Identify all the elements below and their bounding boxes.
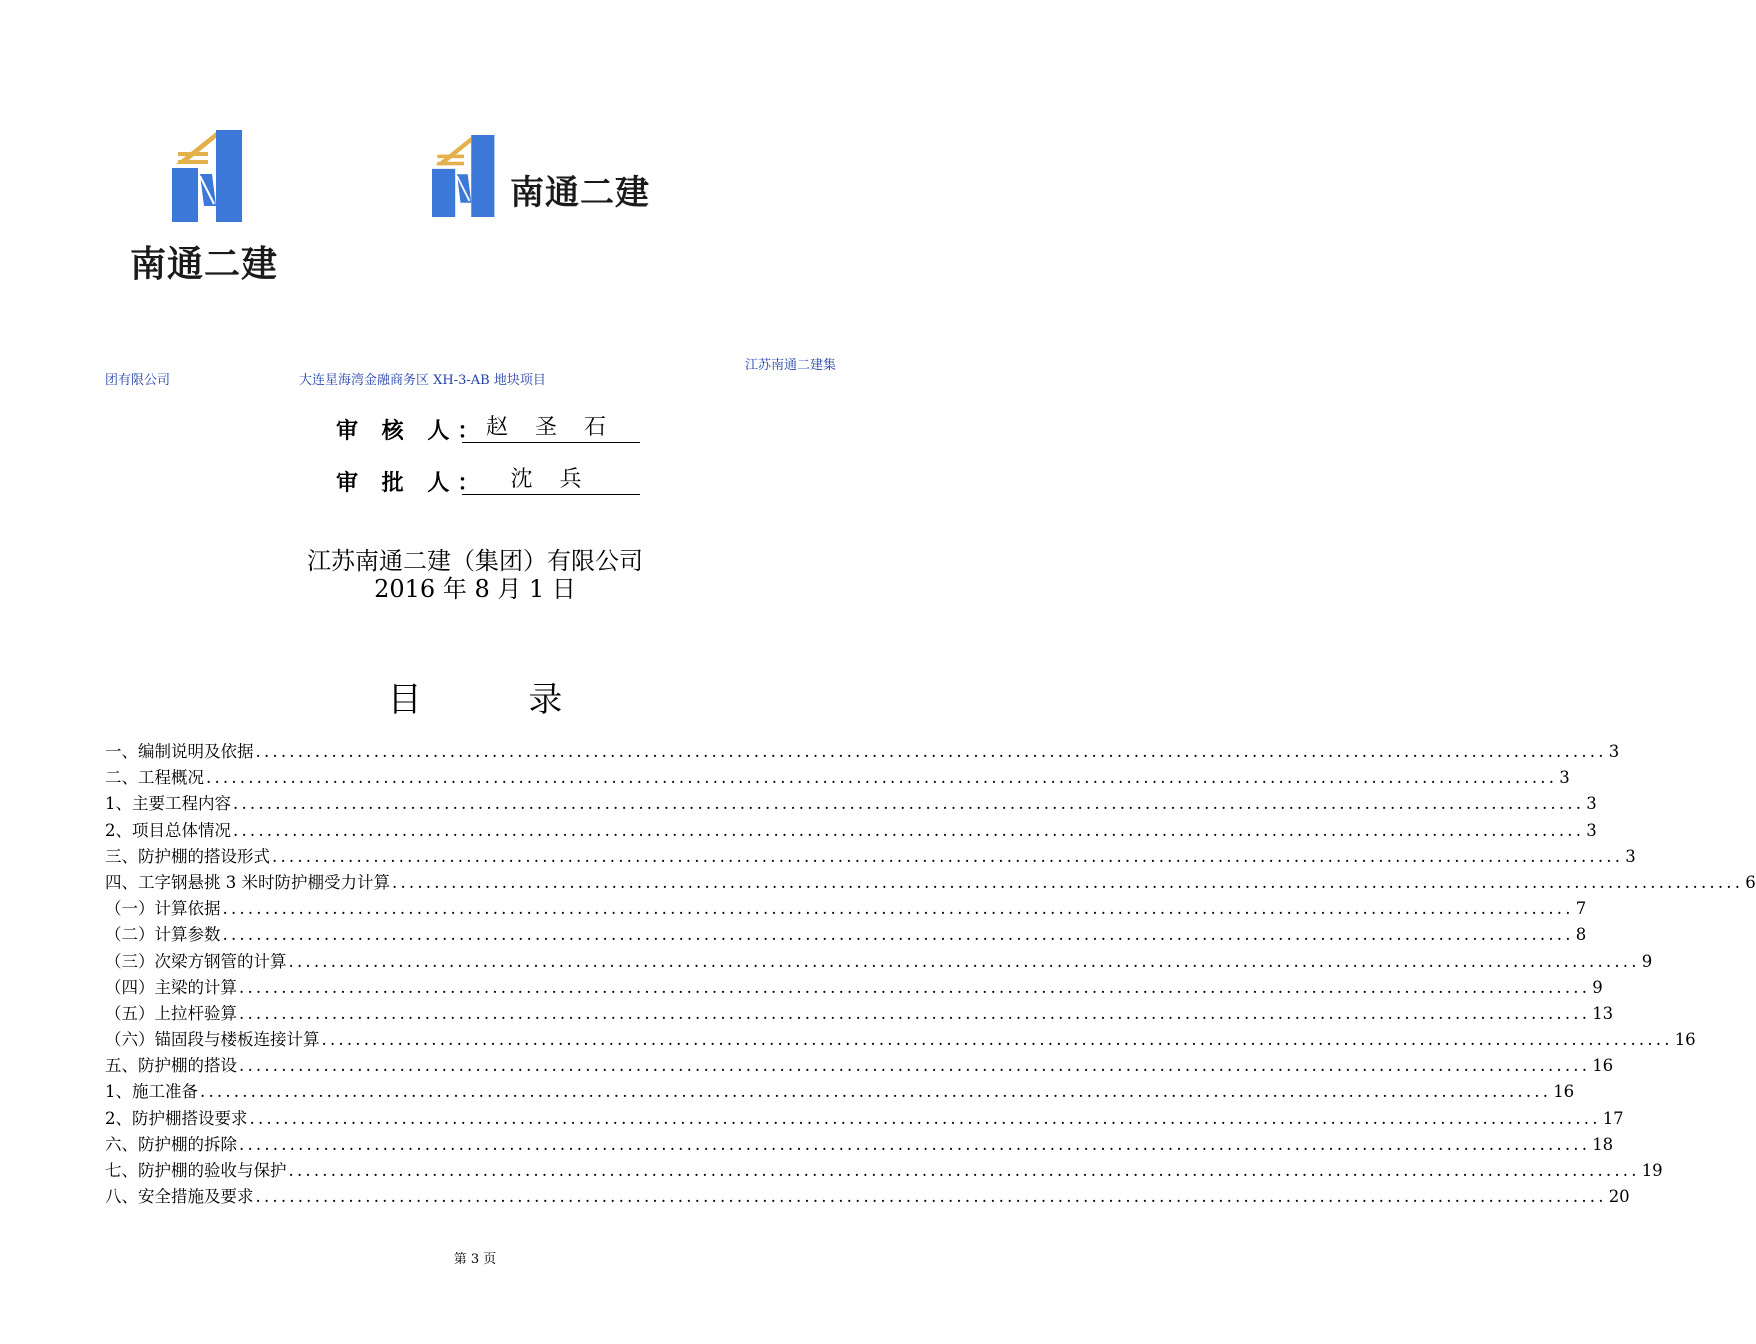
toc-leader-dots: ................................................................................................................................................................ — [255, 1187, 1607, 1207]
logo-text: 南通二建 — [510, 173, 650, 213]
toc-entry-label: 2、项目总体情况 — [105, 820, 231, 840]
toc-entry[interactable] — [105, 948, 1653, 974]
company-logo-center — [430, 135, 670, 220]
toc-entry-page: 7 — [1575, 899, 1587, 919]
toc-entry[interactable] — [105, 921, 1587, 947]
toc-entry-page: 3 — [1625, 846, 1636, 866]
toc-entry[interactable] — [105, 1183, 1630, 1209]
approver-label: 审 批 人： — [336, 470, 488, 496]
toc-entry[interactable] — [105, 974, 1603, 1000]
toc-entry[interactable] — [105, 869, 1756, 895]
header-project-name: 大连星海湾金融商务区 XH-3-AB 地块项目 — [299, 373, 546, 388]
toc-leader-dots: ................................................................................................................................................................ — [288, 1161, 1640, 1180]
toc-leader-dots: ................................................................................................................................................................ — [233, 820, 1585, 840]
toc-entry-label: 2、防护棚搭设要求 — [105, 1108, 248, 1128]
building-n-logo-icon — [430, 135, 500, 217]
toc-entry-page: 17 — [1602, 1108, 1624, 1128]
toc-entry-page: 3 — [1608, 742, 1620, 761]
reviewer-name: 赵 圣 石 — [462, 414, 640, 443]
toc-entry-page: 8 — [1575, 925, 1587, 945]
toc-entry[interactable] — [105, 895, 1587, 921]
toc-entry[interactable] — [105, 1157, 1663, 1183]
toc-entry[interactable] — [105, 843, 1636, 869]
toc-leader-dots: ................................................................................................................................................................ — [239, 1134, 1591, 1154]
toc-entry[interactable] — [105, 1105, 1624, 1131]
toc-entry-label: 1、主要工程内容 — [105, 794, 231, 814]
toc-entry[interactable] — [105, 738, 1620, 764]
header-company-part2: 团有限公司 — [105, 373, 171, 388]
toc-entry-label: （五）上拉杆验算 — [105, 1003, 237, 1023]
toc-leader-dots: ................................................................................................................................................................ — [233, 794, 1585, 814]
toc-leader-dots: ................................................................................................................................................................ — [255, 742, 1607, 761]
header-company-part1: 江苏南通二建集 — [745, 358, 837, 373]
company-name: 江苏南通二建（集团）有限公司 — [307, 547, 643, 575]
toc-leader-dots: ................................................................................................................................................................ — [239, 977, 1591, 997]
toc-entry-label: 六、防护棚的拆除 — [105, 1134, 237, 1154]
toc-entry-label: 五、防护棚的搭设 — [105, 1056, 237, 1076]
toc-entry-label: 四、工字钢悬挑 3 米时防护棚受力计算 — [105, 872, 390, 892]
document-date: 2016 年 8 月 1 日 — [374, 575, 576, 603]
toc-leader-dots: ................................................................................................................................................................ — [392, 872, 1744, 892]
toc-entry-label: 八、安全措施及要求 — [105, 1187, 254, 1207]
toc-entry[interactable] — [105, 764, 1570, 790]
toc-entry-label: （三）次梁方钢管的计算 — [105, 951, 287, 971]
table-of-contents — [105, 738, 1756, 1209]
toc-entry[interactable] — [105, 1000, 1614, 1026]
logo-text: 南通二建 — [130, 244, 279, 285]
toc-entry-label: 二、工程概况 — [105, 768, 204, 788]
toc-leader-dots: ................................................................................................................................................................ — [206, 768, 1558, 788]
approver-row — [336, 466, 592, 497]
toc-entry-label: 三、防护棚的搭设形式 — [105, 846, 270, 866]
toc-entry[interactable] — [105, 1131, 1614, 1157]
toc-entry-page: 16 — [1553, 1082, 1575, 1102]
toc-entry-label: （一）计算依据 — [105, 899, 221, 919]
toc-entry[interactable] — [105, 1026, 1696, 1052]
toc-entry-page: 3 — [1586, 794, 1597, 814]
toc-entry-page: 18 — [1592, 1134, 1614, 1154]
toc-entry-page: 6 — [1745, 872, 1756, 892]
toc-entry-label: （四）主梁的计算 — [105, 977, 237, 997]
toc-leader-dots: ................................................................................................................................................................ — [321, 1030, 1673, 1050]
toc-entry-page: 9 — [1592, 977, 1603, 997]
toc-entry-label: 1、施工准备 — [105, 1082, 198, 1102]
toc-entry-page: 20 — [1608, 1187, 1630, 1207]
company-logo-left — [130, 130, 300, 285]
reviewer-row — [336, 414, 616, 445]
toc-entry-page: 3 — [1559, 768, 1570, 788]
toc-leader-dots: ................................................................................................................................................................ — [288, 951, 1640, 971]
toc-entry[interactable] — [105, 790, 1597, 816]
toc-entry-label: （六）锚固段与楼板连接计算 — [105, 1030, 320, 1050]
toc-entry-page: 16 — [1592, 1056, 1614, 1076]
reviewer-label: 审 核 人： — [336, 418, 488, 444]
page-number: 第 3 页 — [453, 1252, 497, 1267]
toc-entry[interactable] — [105, 1078, 1575, 1104]
toc-leader-dots: ................................................................................................................................................................ — [239, 1056, 1591, 1076]
approver-name: 沈 兵 — [462, 466, 640, 495]
toc-entry-label: （二）计算参数 — [105, 925, 221, 945]
toc-entry-label: 一、编制说明及依据 — [105, 742, 254, 761]
toc-title: 目 录 — [387, 680, 611, 720]
toc-leader-dots: ................................................................................................................................................................ — [249, 1108, 1601, 1128]
toc-entry-page: 9 — [1641, 951, 1653, 971]
toc-entry-page: 13 — [1592, 1003, 1614, 1023]
toc-leader-dots: ................................................................................................................................................................ — [222, 925, 1574, 945]
toc-leader-dots: ................................................................................................................................................................ — [272, 846, 1624, 866]
building-n-logo-icon — [172, 130, 246, 222]
toc-entry-label: 七、防护棚的验收与保护 — [105, 1161, 287, 1180]
toc-entry-page: 3 — [1586, 820, 1597, 840]
toc-entry[interactable] — [105, 817, 1597, 843]
toc-leader-dots: ................................................................................................................................................................ — [239, 1003, 1591, 1023]
toc-entry-page: 16 — [1674, 1030, 1696, 1050]
toc-leader-dots: ................................................................................................................................................................ — [222, 899, 1574, 919]
toc-entry-page: 19 — [1641, 1161, 1663, 1180]
toc-entry[interactable] — [105, 1052, 1614, 1078]
toc-leader-dots: ................................................................................................................................................................ — [200, 1082, 1552, 1102]
